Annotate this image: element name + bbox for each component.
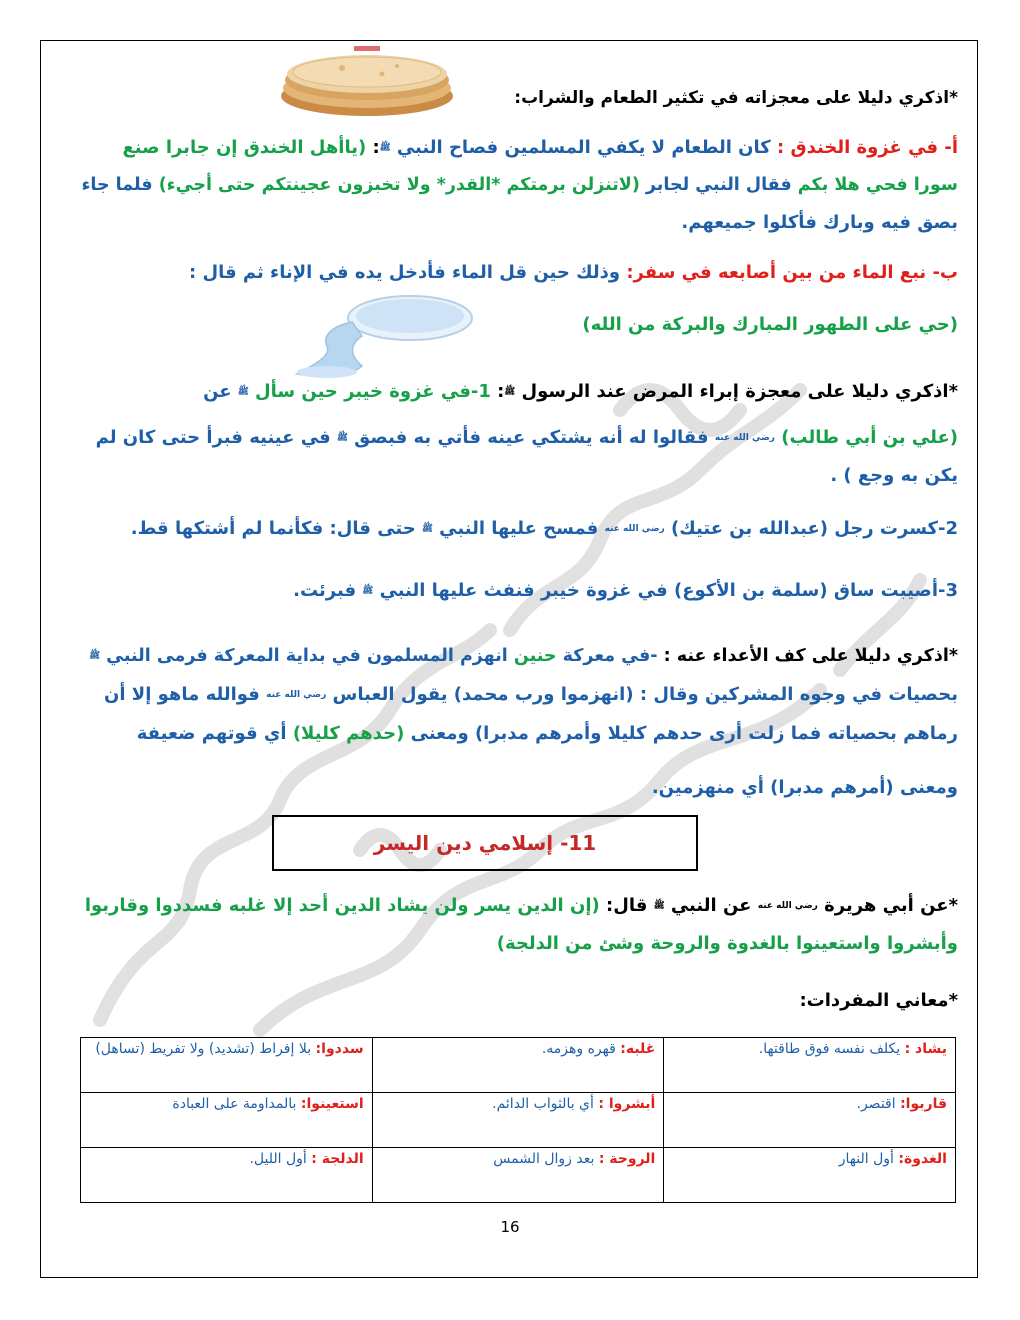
enemies-line-4: ومعنى (أمرهم مدبرا) أي منهزمين.: [651, 777, 958, 798]
vocab-cell: استعينوا: بالمداومة على العبادة: [81, 1093, 373, 1148]
vocab-cell: قاربوا: اقتصر.: [664, 1093, 956, 1148]
vocab-cell: الروحة : بعد زوال الشمس: [372, 1148, 664, 1203]
vocab-cell: غلبه: قهره وهزمه.: [372, 1038, 664, 1093]
lesson-title: 11- إسلامي دين اليسر: [373, 831, 597, 855]
vocab-heading: *معاني المفردات:: [799, 990, 958, 1011]
water-line-2: (حي على الطهور المبارك والبركة من الله): [582, 314, 958, 335]
vocab-cell: يشاد : يكلف نفسه فوق طاقتها.: [664, 1038, 956, 1093]
enemies-line-1: *اذكري دليلا على كف الأعداء عنه : -في معركة حنين انهزم المسلمون في بداية المعركة فرمى النبي ﷺ: [89, 646, 958, 666]
table-row: [81, 1148, 956, 1203]
enemies-line-3: رماهم بحصياته فما زلت أرى حدهم كليلا وأمرهم مدبرا) ومعنى (حدهم كليلا) أي قوتهم ضعيفة: [136, 723, 958, 744]
hadith-line-1: *عن أبي هريرة رضي الله عنه عن النبي ﷺ قال: (إن الدين يسر ولن يشاد الدين أحد إلا غلبه فسددوا وقاربوا: [84, 895, 958, 916]
bread-image: [272, 44, 462, 124]
healing-line-1: *اذكري دليلا على معجزة إبراء المرض عند الرسول ﷺ: 1-في غزوة خيبر حين سأل ﷺ عن: [203, 381, 958, 402]
page-number: 16: [500, 1218, 520, 1236]
khandaq-line-2: سورا فحي هلا بكم فقال النبي لجابر (لاتنزلن برمتكم *القدر* ولا تخبزون عجينتكم حتى أجيء) فلما جاء: [81, 175, 958, 195]
healing-line-2: (علي بن أبي طالب) رضي الله عنه فقالوا له أنه يشتكي عينه فأتي به فبصق ﷺ في عينيه فبرأ حتى كان لم: [95, 427, 958, 448]
hadith-line-2: وأبشروا واستعينوا بالغدوة والروحة وشئ من الدلجة): [496, 933, 958, 954]
vocab-cell: أبشروا : أي بالثواب الدائم.: [372, 1093, 664, 1148]
water-line-1: ب- نبع الماء من بين أصابعه في سفر: وذلك حين قل الماء فأدخل يده في الإناء ثم قال :: [189, 262, 958, 283]
bread-heading: *اذكري دليلا على معجزاته في تكثير الطعام والشراب:: [514, 88, 958, 108]
healing-item-2: 2-كسرت رجل (عبدالله بن عتيك) رضي الله عنه فمسح عليها النبي ﷺ حتى قال: فكأنما لم أشتكها قط.: [130, 518, 958, 539]
vocab-table: [80, 1037, 956, 1203]
enemies-line-2: بحصيات في وجوه المشركين وقال : (انهزموا ورب محمد) يقول العباس رضي الله عنه فوالله ماهو إلا أن: [104, 684, 958, 705]
lesson-title-box: [272, 815, 698, 871]
khandaq-line-1: أ- في غزوة الخندق : كان الطعام لا يكفي المسلمين فصاح النبي ﷺ: (ياأهل الخندق إن جابرا صنع: [122, 137, 958, 158]
khandaq-line-3: بصق فيه وبارك فأكلوا جميعهم.: [681, 212, 958, 233]
table-row: [81, 1093, 956, 1148]
healing-item-3: 3-أصيبت ساق (سلمة بن الأكوع) في غزوة خيبر فنفث عليها النبي ﷺ فبرئت.: [293, 580, 958, 601]
table-row: [81, 1038, 956, 1093]
vocab-cell: الغدوة: أول النهار: [664, 1148, 956, 1203]
vocab-cell: سددوا: بلا إفراط (تشديد) ولا تفريط (تساهل): [81, 1038, 373, 1093]
healing-line-3: يكن به وجع ) .: [830, 465, 958, 486]
vocab-cell: الدلجة : أول الليل.: [81, 1148, 373, 1203]
